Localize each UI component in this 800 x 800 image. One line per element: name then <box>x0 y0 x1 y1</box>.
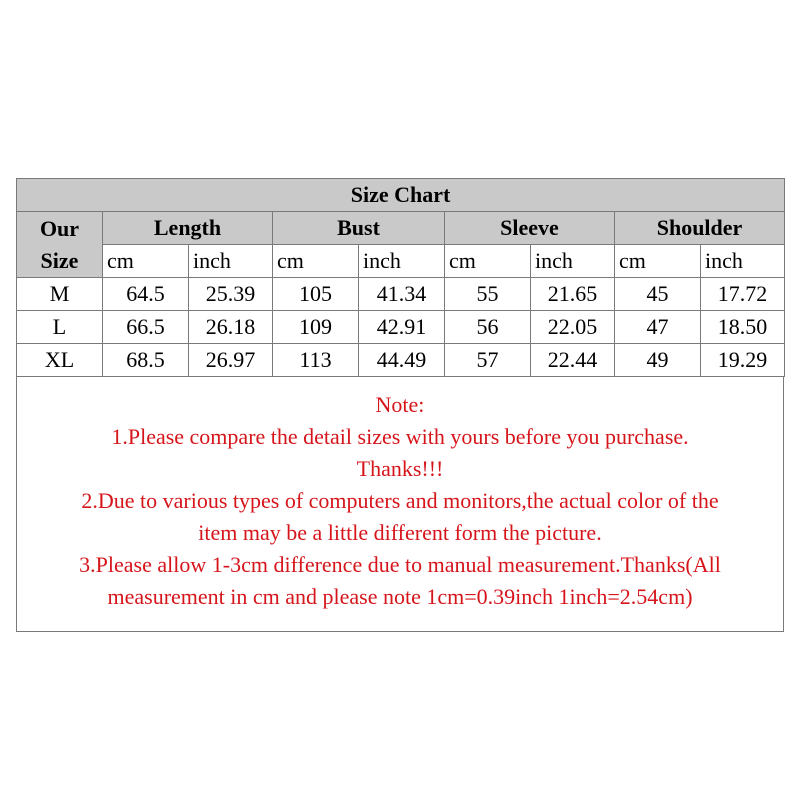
length-inch-unit: inch <box>189 245 273 278</box>
unit-row <box>17 245 785 278</box>
our-size-header <box>17 212 103 278</box>
sleeve-inch-cell: 22.44 <box>531 344 615 377</box>
size-table <box>16 178 785 377</box>
length-cm-unit: cm <box>103 245 189 278</box>
bust-cm-cell: 105 <box>273 278 359 311</box>
shoulder-header: Shoulder <box>615 212 785 245</box>
sleeve-cm-unit: cm <box>445 245 531 278</box>
note-line: measurement in cm and please note 1cm=0.39inch 1inch=2.54cm) <box>107 584 693 609</box>
note-line: Thanks!!! <box>356 456 444 481</box>
shoulder-cm-cell: 45 <box>615 278 701 311</box>
bust-inch-cell: 41.34 <box>359 278 445 311</box>
length-cm-cell: 66.5 <box>103 311 189 344</box>
note-line: 1.Please compare the detail sizes with yours before you purchase. <box>111 424 689 449</box>
our-size-label-line2: Size <box>40 247 79 273</box>
sleeve-cm-cell: 55 <box>445 278 531 311</box>
header-row <box>17 212 785 245</box>
length-cm-cell: 64.5 <box>103 278 189 311</box>
sleeve-cm-cell: 57 <box>445 344 531 377</box>
bust-inch-cell: 44.49 <box>359 344 445 377</box>
note-heading: Note: <box>375 392 425 417</box>
length-inch-cell: 25.39 <box>189 278 273 311</box>
bust-inch-cell: 42.91 <box>359 311 445 344</box>
sleeve-header: Sleeve <box>445 212 615 245</box>
bust-inch-unit: inch <box>359 245 445 278</box>
shoulder-inch-cell: 19.29 <box>701 344 785 377</box>
size-chart <box>16 178 784 632</box>
size-cell: XL <box>17 344 103 377</box>
shoulder-inch-cell: 17.72 <box>701 278 785 311</box>
note-box <box>16 377 784 632</box>
length-inch-cell: 26.97 <box>189 344 273 377</box>
table-row <box>17 344 785 377</box>
our-size-label-line1: Our <box>39 215 80 241</box>
bust-cm-cell: 109 <box>273 311 359 344</box>
length-cm-cell: 68.5 <box>103 344 189 377</box>
shoulder-inch-cell: 18.50 <box>701 311 785 344</box>
note-line: 2.Due to various types of computers and monitors,the actual color of the <box>81 488 719 513</box>
bust-header: Bust <box>273 212 445 245</box>
sleeve-inch-cell: 22.05 <box>531 311 615 344</box>
note-line: item may be a little different form the picture. <box>198 520 602 545</box>
size-cell: M <box>17 278 103 311</box>
title-row <box>17 179 785 212</box>
shoulder-cm-cell: 49 <box>615 344 701 377</box>
sleeve-inch-unit: inch <box>531 245 615 278</box>
shoulder-cm-unit: cm <box>615 245 701 278</box>
table-row <box>17 311 785 344</box>
shoulder-cm-cell: 47 <box>615 311 701 344</box>
sleeve-inch-cell: 21.65 <box>531 278 615 311</box>
length-header: Length <box>103 212 273 245</box>
size-cell: L <box>17 311 103 344</box>
shoulder-inch-unit: inch <box>701 245 785 278</box>
table-row <box>17 278 785 311</box>
note-line: 3.Please allow 1-3cm difference due to manual measurement.Thanks(All <box>79 552 721 577</box>
table-title: Size Chart <box>17 179 785 212</box>
length-inch-cell: 26.18 <box>189 311 273 344</box>
sleeve-cm-cell: 56 <box>445 311 531 344</box>
bust-cm-unit: cm <box>273 245 359 278</box>
bust-cm-cell: 113 <box>273 344 359 377</box>
